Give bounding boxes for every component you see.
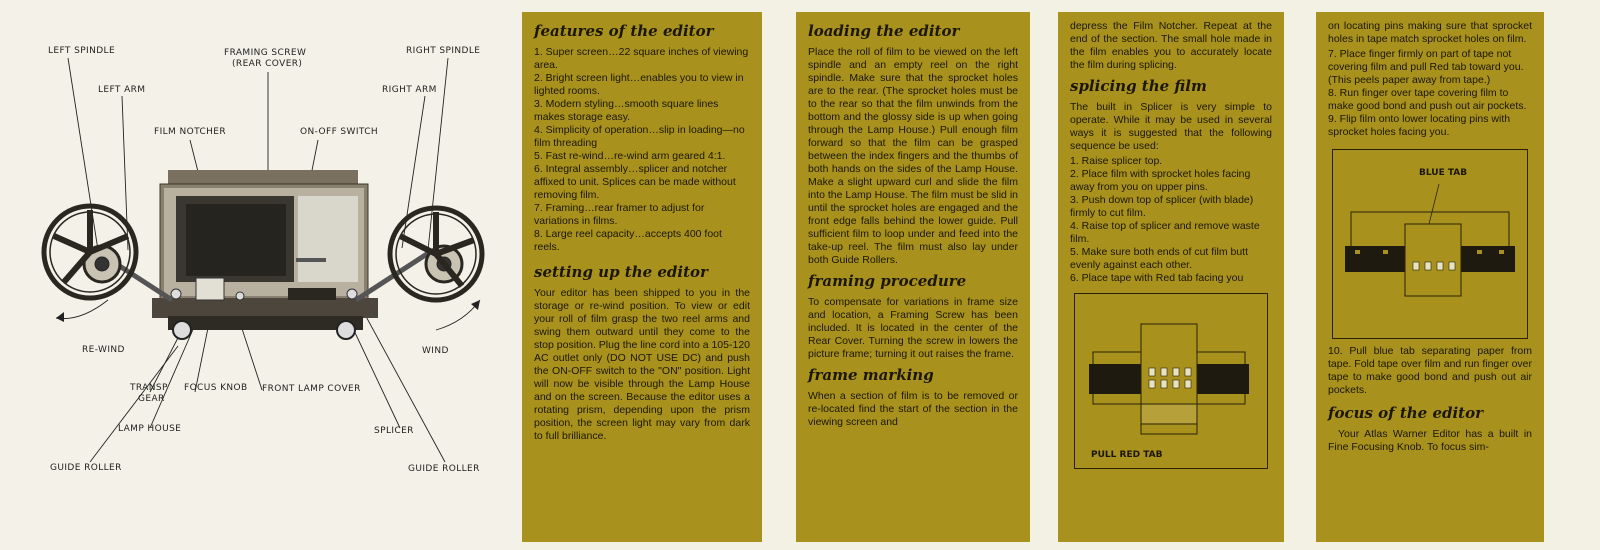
list-item: 5. Fast re-wind…re-wind arm geared 4:1.: [534, 150, 726, 162]
label-framing-screw: FRAMING SCREW: [224, 48, 307, 58]
panel-finishing: [1316, 12, 1544, 542]
pull-red-tab-label: PULL RED TAB: [1091, 450, 1163, 460]
list-item: 4. Raise top of splicer and remove waste film.: [1070, 220, 1260, 245]
splicing-intro-text: The built in Splicer is very simple to operate. While it may be used in several ways it is suggested that the following sequence be used:: [1070, 101, 1272, 152]
setting-up-heading: setting up the editor: [534, 263, 708, 281]
label-splicer: SPLICER: [374, 426, 414, 436]
splicer-tape-illustration: [1075, 294, 1266, 467]
loading-text: Place the roll of film to be viewed on the left spindle and an empty reel on the right spindle. Make sure that the sprocket holes are to the rear. (The sprocket holes must be to the rear so that the film unwinds from the bottom and the glossy side is up when going through the Lamp House.) Pull enough film forward so that the film can be grasped between the index fingers and the thumbs of both hands on the sides of the Lamp House. Make a slight upward curl and slide the film into the Lamp House. The film must be slid in until the sprocket holes are engaged and the front edge falls behind the lower guide. Pull sufficient film to loop under and feed into the take-up reel. The film must also lay under both Guide Rollers.: [808, 46, 1018, 266]
framing-heading: framing procedure: [808, 272, 967, 290]
list-item: 5. Make sure both ends of cut film butt evenly against each other.: [1070, 246, 1249, 271]
label-left-spindle: LEFT SPINDLE: [48, 46, 116, 56]
list-item: 9. Flip film onto lower locating pins with sprocket holes facing you.: [1328, 113, 1511, 138]
list-item: 2. Bright screen light…enables you to view in lighted rooms.: [534, 72, 744, 97]
editor-diagram: [0, 0, 520, 550]
focus-heading: focus of the editor: [1328, 404, 1484, 422]
label-rear-cover: (REAR COVER): [232, 59, 303, 69]
frame-marking-text: When a section of film is to be removed or re-located find the start of the section in the viewing screen and: [808, 390, 1018, 428]
label-right-spindle: RIGHT SPINDLE: [406, 46, 481, 56]
blue-tab-label: BLUE TAB: [1419, 168, 1468, 178]
splicing-heading: splicing the film: [1070, 77, 1207, 95]
label-gear: GEAR: [138, 394, 165, 404]
label-lamp-house: LAMP HOUSE: [118, 424, 182, 434]
label-guide-roller-right: GUIDE ROLLER: [408, 464, 480, 474]
features-heading: features of the editor: [534, 22, 714, 40]
label-wind: WIND: [422, 346, 449, 356]
label-re-wind: RE-WIND: [82, 345, 125, 355]
features-list: [534, 46, 750, 254]
list-item: 8. Large reel capacity…accepts 400 foot reels.: [534, 228, 722, 253]
label-front-lamp-cover: FRONT LAMP COVER: [262, 384, 361, 394]
list-item: 8. Run finger over tape covering film to make good bond and push out air pockets.: [1328, 87, 1527, 112]
frame-marking-heading: frame marking: [808, 366, 934, 384]
list-item: 6. Place tape with Red tab facing you: [1070, 272, 1244, 284]
list-item: 6. Integral assembly…splicer and notcher affixed to unit. Splices can be made without removing film.: [534, 163, 736, 201]
blue-tab-illustration: [1333, 150, 1526, 337]
panel-splicing: [1058, 12, 1284, 542]
panel-loading: [796, 12, 1030, 542]
focus-text: Your Atlas Warner Editor has a built in Fine Focusing Knob. To focus sim-: [1328, 428, 1532, 453]
blue-tab-figure: [1332, 149, 1528, 339]
list-item: 7. Place finger firmly on part of tape not covering film and pull Red tab toward you. (This peels paper away from tape.): [1328, 48, 1524, 86]
label-transp: TRANSP: [130, 383, 168, 393]
list-item: 7. Framing…rear framer to adjust for variations in films.: [534, 202, 705, 227]
splicing-steps: [1070, 155, 1272, 285]
list-item: 1. Raise splicer top.: [1070, 155, 1163, 167]
locating-pins-continuation-text: on locating pins making sure that sprocket holes in tape match sprocket holes on film.: [1328, 20, 1532, 45]
notcher-continuation-text: depress the Film Notcher. Repeat at the end of the section. The small hole made in the film enables you to accurately locate the film during splicing.: [1070, 20, 1272, 71]
list-item: 4. Simplicity of operation…slip in loading—no film threading: [534, 124, 745, 149]
panel-features: [522, 12, 762, 542]
step-10-text: 10. Pull blue tab separating paper from tape. Fold tape over film and run finger over tape to make good bond and push out air pockets.: [1328, 345, 1532, 396]
tape-steps: [1328, 48, 1532, 139]
list-item: 1. Super screen…22 square inches of viewing area.: [534, 46, 749, 71]
label-film-notcher: FILM NOTCHER: [154, 127, 227, 137]
list-item: 3. Modern styling…smooth square lines makes storage easy.: [534, 98, 719, 123]
label-on-off-switch: ON-OFF SWITCH: [300, 127, 379, 137]
label-right-arm: RIGHT ARM: [382, 85, 437, 95]
list-item: 3. Push down top of splicer (with blade) firmly to cut film.: [1070, 194, 1254, 219]
label-focus-knob: FOCUS KNOB: [184, 383, 248, 393]
label-guide-roller-left: GUIDE ROLLER: [50, 463, 122, 473]
framing-text: To compensate for variations in frame size and location, a Framing Screw has been included. It is located in the center of the Rear Cover. Turning the screw in lowers the picture frame; turning it out raises the frame.: [808, 296, 1018, 360]
loading-heading: loading the editor: [808, 22, 960, 40]
setting-up-text: Your editor has been shipped to you in the storage or re-wind position. To view or edit your roll of film grasp the two reel arms and swing them outward until they come to the stop position. Plug the line cord into a 105-120 AC outlet only (DO NOT USE DC) and push the ON-OFF switch to the "ON" position. Light will now be visible through the Lamp House and on the screen. Because the editor uses a rotating prism, depending upon the prism position, the screen light may vary from dark to full brilliance.: [534, 287, 750, 442]
list-item: 2. Place film with sprocket holes facing away from you on upper pins.: [1070, 168, 1251, 193]
pull-red-tab-figure: [1074, 293, 1268, 469]
label-left-arm: LEFT ARM: [98, 85, 146, 95]
